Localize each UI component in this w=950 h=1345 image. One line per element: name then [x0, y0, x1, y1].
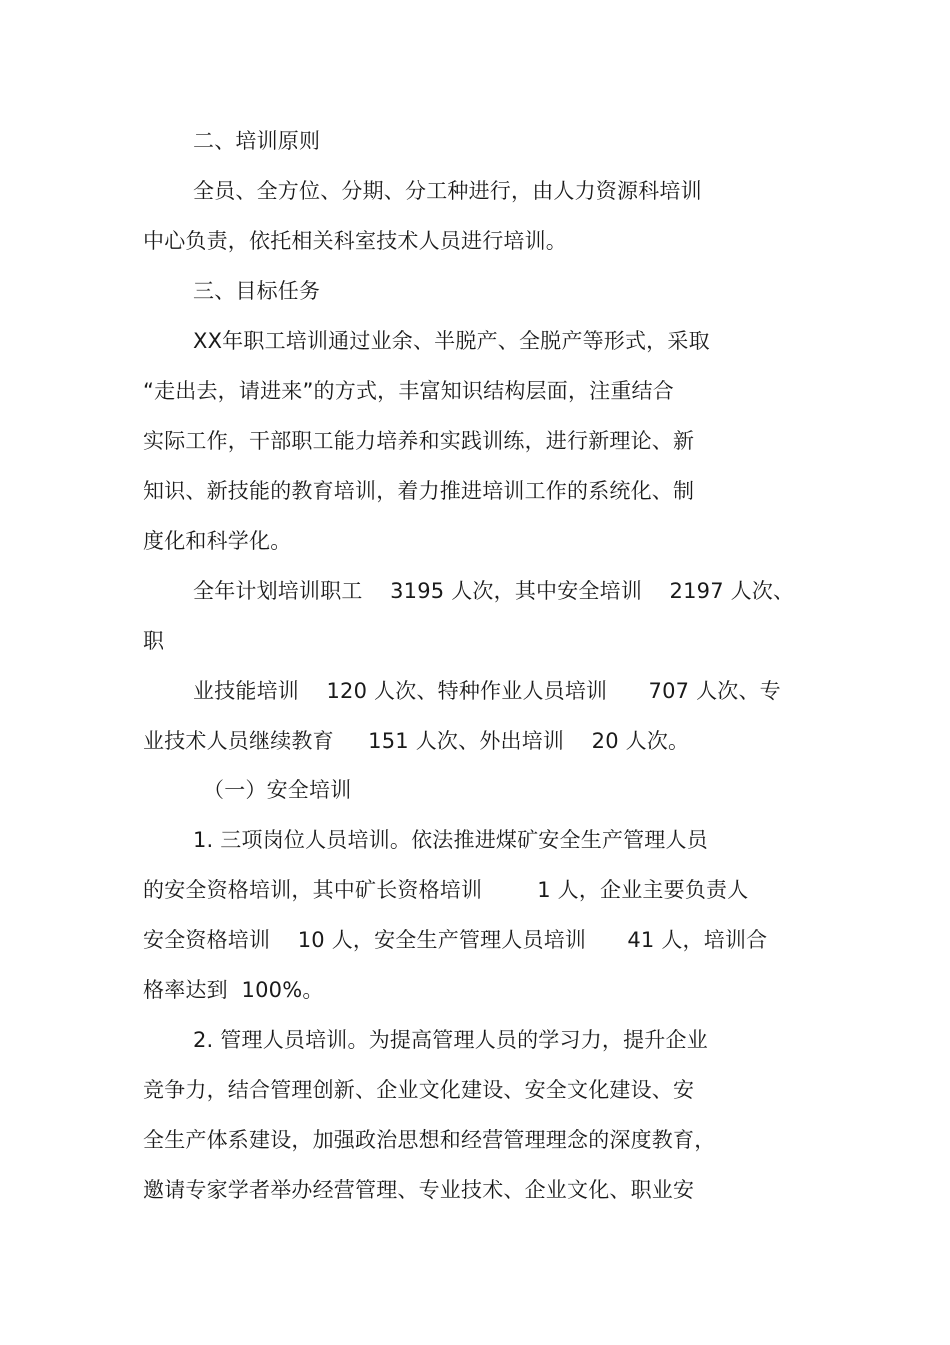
- paragraph-line: 度化和科学化。: [143, 529, 292, 553]
- paragraph-line: 邀请专家学者举办经营管理、专业技术、企业文化、职业安: [143, 1178, 695, 1202]
- paragraph-line: 全年计划培训职工 3195 人次，其中安全培训 2197 人次、: [193, 579, 795, 603]
- section-heading-goals-tasks: 三、目标任务: [193, 279, 321, 303]
- paragraph-line: 实际工作，干部职工能力培养和实践训练，进行新理论、新: [143, 429, 695, 453]
- paragraph-line: 职: [143, 629, 165, 653]
- paragraph-line: 业技术人员继续教育 151 人次、外出培训 20 人次。: [143, 729, 690, 753]
- paragraph-line: 全生产体系建设，加强政治思想和经营管理理念的深度教育，: [143, 1128, 716, 1152]
- list-item-line: 1. 三项岗位人员培训。依法推进煤矿安全生产管理人员: [193, 828, 708, 852]
- subsection-heading-safety-training: （一）安全培训: [203, 778, 352, 802]
- paragraph-line: 知识、新技能的教育培训，着力推进培训工作的系统化、制: [143, 479, 695, 503]
- paragraph-line: 中心负责，依托相关科室技术人员进行培训。: [143, 229, 567, 253]
- paragraph-line: 格率达到 100%。: [143, 978, 324, 1002]
- paragraph-line: 全员、全方位、分期、分工种进行，由人力资源科培训: [193, 179, 702, 203]
- section-heading-training-principles: 二、培训原则: [193, 129, 321, 153]
- paragraph-line: 业技能培训 120 人次、特种作业人员培训 707 人次、专: [193, 679, 781, 703]
- paragraph-line: 的安全资格培训，其中矿长资格培训 1 人，企业主要负责人: [143, 878, 749, 902]
- paragraph-line: 竞争力，结合管理创新、企业文化建设、安全文化建设、安: [143, 1078, 695, 1102]
- paragraph-line: “走出去，请进来”的方式，丰富知识结构层面，注重结合: [143, 379, 674, 403]
- list-item-line: 2. 管理人员培训。为提高管理人员的学习力，提升企业: [193, 1028, 708, 1052]
- paragraph-line: XX年职工培训通过业余、半脱产、全脱产等形式，采取: [193, 329, 710, 353]
- paragraph-line: 安全资格培训 10 人，安全生产管理人员培训 41 人，培训合: [143, 928, 768, 952]
